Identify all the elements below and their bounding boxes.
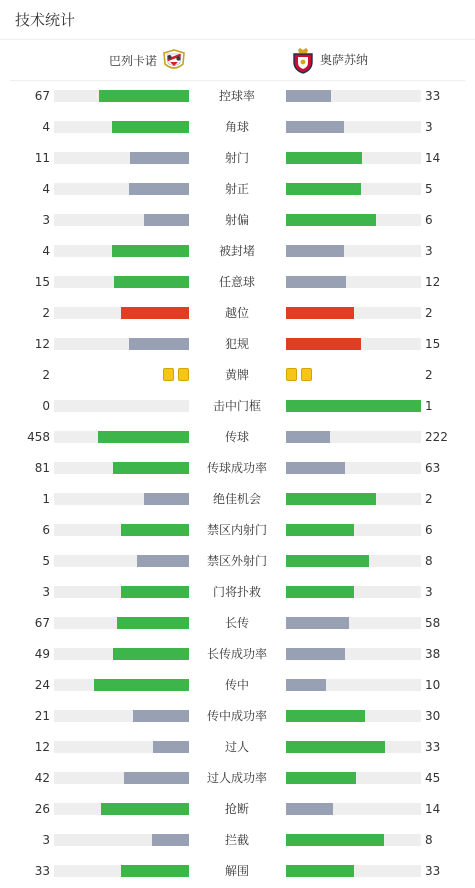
away-bar-track <box>286 431 421 443</box>
away-bar-track <box>286 276 421 288</box>
home-bar-fill <box>112 245 189 257</box>
away-bar-fill <box>286 524 354 536</box>
yellow-card-icon <box>301 368 312 381</box>
home-value: 4 <box>42 182 50 196</box>
stat-row <box>0 298 475 329</box>
home-value: 24 <box>34 678 50 692</box>
home-bar-fill <box>114 276 189 288</box>
stat-row <box>0 608 475 639</box>
stat-row <box>0 484 475 515</box>
stat-row <box>0 577 475 608</box>
home-bar-fill <box>99 90 189 102</box>
stat-label: 击中门框 <box>212 399 261 413</box>
away-value: 2 <box>425 368 433 382</box>
home-value: 21 <box>34 709 50 723</box>
home-bar-fill <box>121 307 189 319</box>
home-value: 1 <box>42 492 50 506</box>
away-team-name: 奥萨苏纳 <box>320 52 369 67</box>
home-bar-track <box>54 90 189 102</box>
home-bar-track <box>54 338 189 350</box>
away-bar-fill <box>286 586 354 598</box>
away-value: 63 <box>425 461 441 475</box>
stat-label: 角球 <box>224 120 249 134</box>
away-bar-track <box>286 183 421 195</box>
away-bar-track <box>286 121 421 133</box>
stat-row <box>0 856 475 887</box>
home-team-name: 巴列卡诺 <box>108 53 157 68</box>
away-value: 3 <box>425 244 433 258</box>
page-header <box>0 0 475 40</box>
away-team-crest-icon <box>291 47 317 71</box>
away-value: 45 <box>425 771 441 785</box>
away-bar-track <box>286 493 421 505</box>
home-value: 458 <box>27 430 50 444</box>
home-value: 0 <box>42 399 50 413</box>
home-bar-track <box>54 431 189 443</box>
home-bar-track <box>54 307 189 319</box>
away-value: 15 <box>425 337 441 351</box>
away-bar-fill <box>286 617 349 629</box>
away-value: 6 <box>425 213 433 227</box>
away-bar-fill <box>286 183 361 195</box>
away-bar-track <box>286 710 421 722</box>
stat-label: 抢断 <box>224 802 249 816</box>
stat-label: 拦截 <box>224 833 249 847</box>
stats-list <box>0 81 475 887</box>
away-bar-track <box>286 307 421 319</box>
away-bar-track <box>286 152 421 164</box>
home-bar-track <box>54 648 189 660</box>
away-bar-track <box>286 834 421 846</box>
stat-row <box>0 639 475 670</box>
stat-label: 解围 <box>224 864 249 878</box>
away-bar-fill <box>286 152 362 164</box>
home-value: 67 <box>34 616 50 630</box>
away-value: 33 <box>425 89 441 103</box>
home-bar-track <box>54 710 189 722</box>
stat-row <box>0 701 475 732</box>
away-value: 12 <box>425 275 441 289</box>
home-bar-fill <box>113 462 189 474</box>
home-value: 33 <box>34 864 50 878</box>
away-bar-track <box>286 524 421 536</box>
away-bar-fill <box>286 462 345 474</box>
away-value: 30 <box>425 709 441 723</box>
home-bar-track <box>54 462 189 474</box>
away-bar-fill <box>286 710 365 722</box>
home-bar-track <box>54 803 189 815</box>
stat-row <box>0 422 475 453</box>
away-bar-fill <box>286 648 345 660</box>
home-bar-fill <box>112 121 189 133</box>
stat-row <box>0 670 475 701</box>
away-bar-fill <box>286 493 376 505</box>
home-bar-fill <box>113 648 189 660</box>
away-bar-fill <box>286 400 421 412</box>
away-yellow-cards <box>286 368 312 381</box>
stat-row <box>0 205 475 236</box>
home-value: 15 <box>34 275 50 289</box>
away-bar-fill <box>286 276 346 288</box>
away-bar-fill <box>286 803 333 815</box>
home-bar-fill <box>129 338 189 350</box>
home-team[interactable] <box>109 48 187 72</box>
away-bar-fill <box>286 679 326 691</box>
home-value: 3 <box>42 585 50 599</box>
away-bar-track <box>286 462 421 474</box>
stat-row <box>0 267 475 298</box>
away-bar-track <box>286 586 421 598</box>
home-bar-track <box>54 276 189 288</box>
home-value: 6 <box>42 523 50 537</box>
away-value: 33 <box>425 740 441 754</box>
home-value: 4 <box>42 120 50 134</box>
away-bar-fill <box>286 245 344 257</box>
yellow-card-icon <box>163 368 174 381</box>
home-bar-fill <box>129 183 189 195</box>
home-bar-track <box>54 586 189 598</box>
home-value: 3 <box>42 213 50 227</box>
stat-label: 过人成功率 <box>206 771 267 785</box>
home-bar-track <box>54 834 189 846</box>
away-bar-fill <box>286 865 354 877</box>
home-value: 49 <box>34 647 50 661</box>
stat-label: 绝佳机会 <box>212 492 261 506</box>
home-bar-track <box>54 524 189 536</box>
stat-label: 传中 <box>224 678 249 692</box>
stat-row <box>0 515 475 546</box>
home-bar-track <box>54 617 189 629</box>
stat-label: 长传 <box>224 616 249 630</box>
home-bar-track <box>54 741 189 753</box>
home-bar-fill <box>152 834 189 846</box>
away-bar-track <box>286 214 421 226</box>
stat-row <box>0 546 475 577</box>
away-team[interactable] <box>291 47 368 71</box>
stat-label: 传球 <box>224 430 249 444</box>
stat-label: 犯规 <box>224 337 249 351</box>
stat-label: 射正 <box>224 182 249 196</box>
away-value: 14 <box>425 151 441 165</box>
stat-label: 被封堵 <box>218 244 255 258</box>
home-bar-fill <box>121 865 189 877</box>
away-bar-track <box>286 803 421 815</box>
home-bar-fill <box>124 772 189 784</box>
stat-row <box>0 360 475 391</box>
away-bar-track <box>286 555 421 567</box>
stat-label: 过人 <box>224 740 249 754</box>
yellow-card-icon <box>178 368 189 381</box>
away-value: 8 <box>425 554 433 568</box>
home-bar-track <box>54 152 189 164</box>
home-yellow-cards <box>163 368 189 381</box>
stat-label: 传球成功率 <box>206 461 267 475</box>
stat-label: 黄牌 <box>224 368 249 382</box>
away-bar-fill <box>286 121 344 133</box>
stat-label: 禁区外射门 <box>206 554 267 568</box>
home-value: 4 <box>42 244 50 258</box>
stat-row <box>0 174 475 205</box>
away-bar-track <box>286 338 421 350</box>
stat-label: 越位 <box>224 306 249 320</box>
home-value: 67 <box>34 89 50 103</box>
home-bar-track <box>54 400 189 412</box>
away-bar-track <box>286 90 421 102</box>
away-bar-fill <box>286 307 354 319</box>
stat-row <box>0 329 475 360</box>
home-value: 12 <box>34 740 50 754</box>
away-value: 2 <box>425 492 433 506</box>
home-bar-fill <box>153 741 189 753</box>
home-bar-track <box>54 679 189 691</box>
stat-row <box>0 391 475 422</box>
stat-row <box>0 112 475 143</box>
away-value: 1 <box>425 399 433 413</box>
away-bar-fill <box>286 772 356 784</box>
home-value: 5 <box>42 554 50 568</box>
home-value: 26 <box>34 802 50 816</box>
away-bar-fill <box>286 834 384 846</box>
away-bar-track <box>286 245 421 257</box>
stat-label: 射门 <box>224 151 249 165</box>
away-value: 222 <box>425 430 448 444</box>
home-bar-track <box>54 121 189 133</box>
home-bar-fill <box>121 586 189 598</box>
home-value: 2 <box>42 306 50 320</box>
home-bar-track <box>54 555 189 567</box>
teams-header <box>10 40 465 81</box>
away-value: 38 <box>425 647 441 661</box>
stat-row <box>0 81 475 112</box>
home-value: 42 <box>34 771 50 785</box>
away-value: 5 <box>425 182 433 196</box>
away-bar-fill <box>286 555 369 567</box>
stat-label: 传中成功率 <box>206 709 267 723</box>
away-bar-track <box>286 617 421 629</box>
away-bar-fill <box>286 90 331 102</box>
stat-row <box>0 143 475 174</box>
away-bar-track <box>286 741 421 753</box>
home-value: 3 <box>42 833 50 847</box>
stat-row <box>0 732 475 763</box>
home-bar-fill <box>130 152 189 164</box>
away-bar-track <box>286 400 421 412</box>
away-bar-fill <box>286 338 361 350</box>
stat-row <box>0 825 475 856</box>
home-team-crest-icon <box>161 48 187 72</box>
home-bar-track <box>54 865 189 877</box>
home-value: 12 <box>34 337 50 351</box>
away-value: 8 <box>425 833 433 847</box>
page-title: 技术统计 <box>15 11 76 29</box>
away-value: 6 <box>425 523 433 537</box>
away-bar-track <box>286 865 421 877</box>
home-bar-track <box>54 772 189 784</box>
away-bar-track <box>286 679 421 691</box>
away-bar-track <box>286 648 421 660</box>
stat-label: 长传成功率 <box>206 647 267 661</box>
yellow-card-icon <box>286 368 297 381</box>
stat-row <box>0 794 475 825</box>
home-bar-fill <box>101 803 189 815</box>
home-bar-track <box>54 214 189 226</box>
home-value: 11 <box>34 151 50 165</box>
home-bar-fill <box>144 493 189 505</box>
home-bar-track <box>54 493 189 505</box>
stat-label: 射偏 <box>224 213 249 227</box>
away-value: 14 <box>425 802 441 816</box>
away-value: 3 <box>425 585 433 599</box>
stat-row <box>0 453 475 484</box>
home-value: 2 <box>42 368 50 382</box>
home-bar-track <box>54 183 189 195</box>
stat-row <box>0 763 475 794</box>
away-value: 58 <box>425 616 441 630</box>
home-bar-fill <box>94 679 189 691</box>
away-bar-fill <box>286 431 330 443</box>
home-bar-fill <box>133 710 189 722</box>
stat-row <box>0 236 475 267</box>
stat-label: 任意球 <box>218 275 255 289</box>
away-bar-fill <box>286 741 385 753</box>
away-value: 33 <box>425 864 441 878</box>
home-bar-fill <box>98 431 189 443</box>
home-bar-track <box>54 245 189 257</box>
away-value: 10 <box>425 678 441 692</box>
away-bar-track <box>286 772 421 784</box>
home-bar-fill <box>144 214 189 226</box>
stat-label: 禁区内射门 <box>206 523 267 537</box>
stat-label: 门将扑救 <box>212 585 261 599</box>
home-bar-fill <box>117 617 189 629</box>
home-bar-fill <box>121 524 189 536</box>
away-value: 2 <box>425 306 433 320</box>
away-value: 3 <box>425 120 433 134</box>
stat-label: 控球率 <box>218 89 255 103</box>
away-bar-fill <box>286 214 376 226</box>
home-bar-fill <box>137 555 189 567</box>
home-value: 81 <box>34 461 50 475</box>
